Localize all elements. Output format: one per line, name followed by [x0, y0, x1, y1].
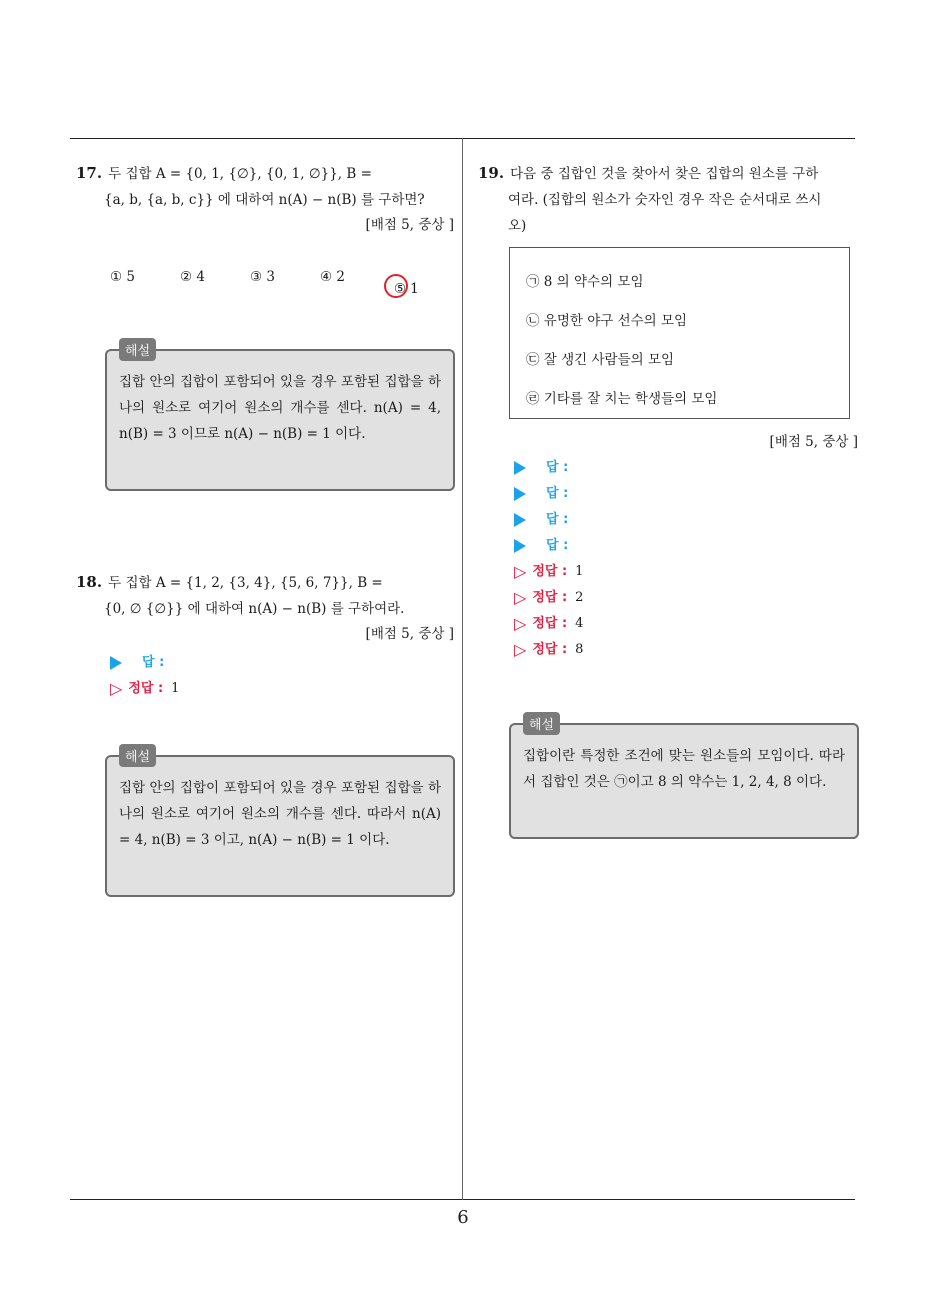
question-19-answers [514, 455, 583, 663]
option-item: ㉣ 기타를 잘 치는 학생들의 모임 [526, 391, 718, 407]
correct-arrow-icon: ▷ [514, 640, 527, 659]
question-17-text: 17. 두 집합 A = {0, 1, {∅}, {0, 1, ∅}}, B = {a, b, {a, b, c}} 에 대하여 n(A) − n(B) 를 구하면? [76, 164, 425, 208]
option-item: ㉢ 잘 생긴 사람들의 모임 [526, 352, 675, 368]
choice-5-selected[interactable]: ⑤ 1 [390, 269, 460, 297]
answer-arrow-icon [514, 461, 526, 475]
choice-1[interactable]: ① 5 [110, 269, 135, 285]
explanation-text: 집합 안의 집합이 포함되어 있을 경우 포함된 집합을 하나의 원소로 여기어 원소의 개수를 센다. n(A) = 4, n(B) = 3 이므로 n(A) − n(B) = 1 이다. [119, 374, 441, 442]
answer-row[interactable]: 답 : [514, 455, 583, 481]
page-number: 6 [457, 1207, 469, 1228]
question-18 [76, 569, 454, 642]
question-19-number: 19. [478, 164, 505, 182]
correct-answer-row: ▷ 정답 : 1 [514, 559, 583, 585]
answer-row[interactable]: 답 : [514, 481, 583, 507]
correct-answer-row: ▷ 정답 : 1 [110, 676, 179, 702]
choice-4[interactable]: ④ 2 [320, 269, 345, 285]
option-item: ㉡ 유명한 야구 선수의 모임 [526, 313, 688, 329]
correct-answer-row: ▷ 정답 : 8 [514, 637, 583, 663]
explanation-text: 집합 안의 집합이 포함되어 있을 경우 포함된 집합을 하나의 원소로 여기어 원소의 개수를 센다. 따라서 n(A) = 4, n(B) = 3 이고, n(A) − n(B) = 1 이다. [119, 780, 441, 848]
answer-arrow-icon [514, 539, 526, 553]
question-17-choices [110, 269, 460, 297]
question-17-number: 17. [76, 164, 103, 182]
answer-row[interactable]: 답 : [514, 533, 583, 559]
question-18-answers [110, 650, 179, 702]
question-18-score: [배점 5, 중상 ] [365, 626, 454, 642]
correct-answer-row: ▷ 정답 : 4 [514, 611, 583, 637]
question-17-score: [배점 5, 중상 ] [365, 217, 454, 233]
answer-arrow-icon [514, 513, 526, 527]
question-18-text: 18. 두 집합 A = {1, 2, {3, 4}, {5, 6, 7}}, B = {0, ∅ {∅}} 에 대하여 n(A) − n(B) 를 구하여라. [76, 573, 405, 617]
question-17-explanation [105, 344, 455, 491]
answer-row[interactable]: 답 : [110, 650, 179, 676]
question-19-explanation [509, 718, 859, 839]
choice-3[interactable]: ③ 3 [250, 269, 275, 285]
choice-2[interactable]: ② 4 [180, 269, 205, 285]
column-divider [462, 138, 463, 1200]
question-19-text: 19. 다음 중 집합인 것을 찾아서 찾은 집합의 원소를 구하 여라. (집합의 원소가 숫자인 경우 작은 순서대로 쓰시 오) [478, 164, 822, 234]
explanation-text: 집합이란 특정한 조건에 맞는 원소들의 모임이다. 따라서 집합인 것은 ㉠이고 8 의 약수는 1, 2, 4, 8 이다. [523, 748, 845, 790]
question-19 [478, 160, 858, 239]
explanation-tag: 해설 [523, 712, 560, 735]
question-17 [76, 160, 454, 233]
correct-arrow-icon: ▷ [110, 679, 123, 698]
correct-arrow-icon: ▷ [514, 614, 527, 633]
correct-arrow-icon: ▷ [514, 588, 527, 607]
correct-arrow-icon: ▷ [514, 562, 527, 581]
question-18-explanation [105, 750, 455, 897]
answer-arrow-icon [514, 487, 526, 501]
answer-arrow-icon [110, 656, 122, 670]
question-19-score: [배점 5, 중상 ] [769, 434, 858, 450]
answer-row[interactable]: 답 : [514, 507, 583, 533]
question-19-options-box [509, 247, 850, 419]
explanation-tag: 해설 [119, 338, 156, 361]
option-item: ㉠ 8 의 약수의 모임 [526, 274, 644, 290]
question-18-number: 18. [76, 573, 103, 591]
correct-answer-row: ▷ 정답 : 2 [514, 585, 583, 611]
explanation-tag: 해설 [119, 744, 156, 767]
